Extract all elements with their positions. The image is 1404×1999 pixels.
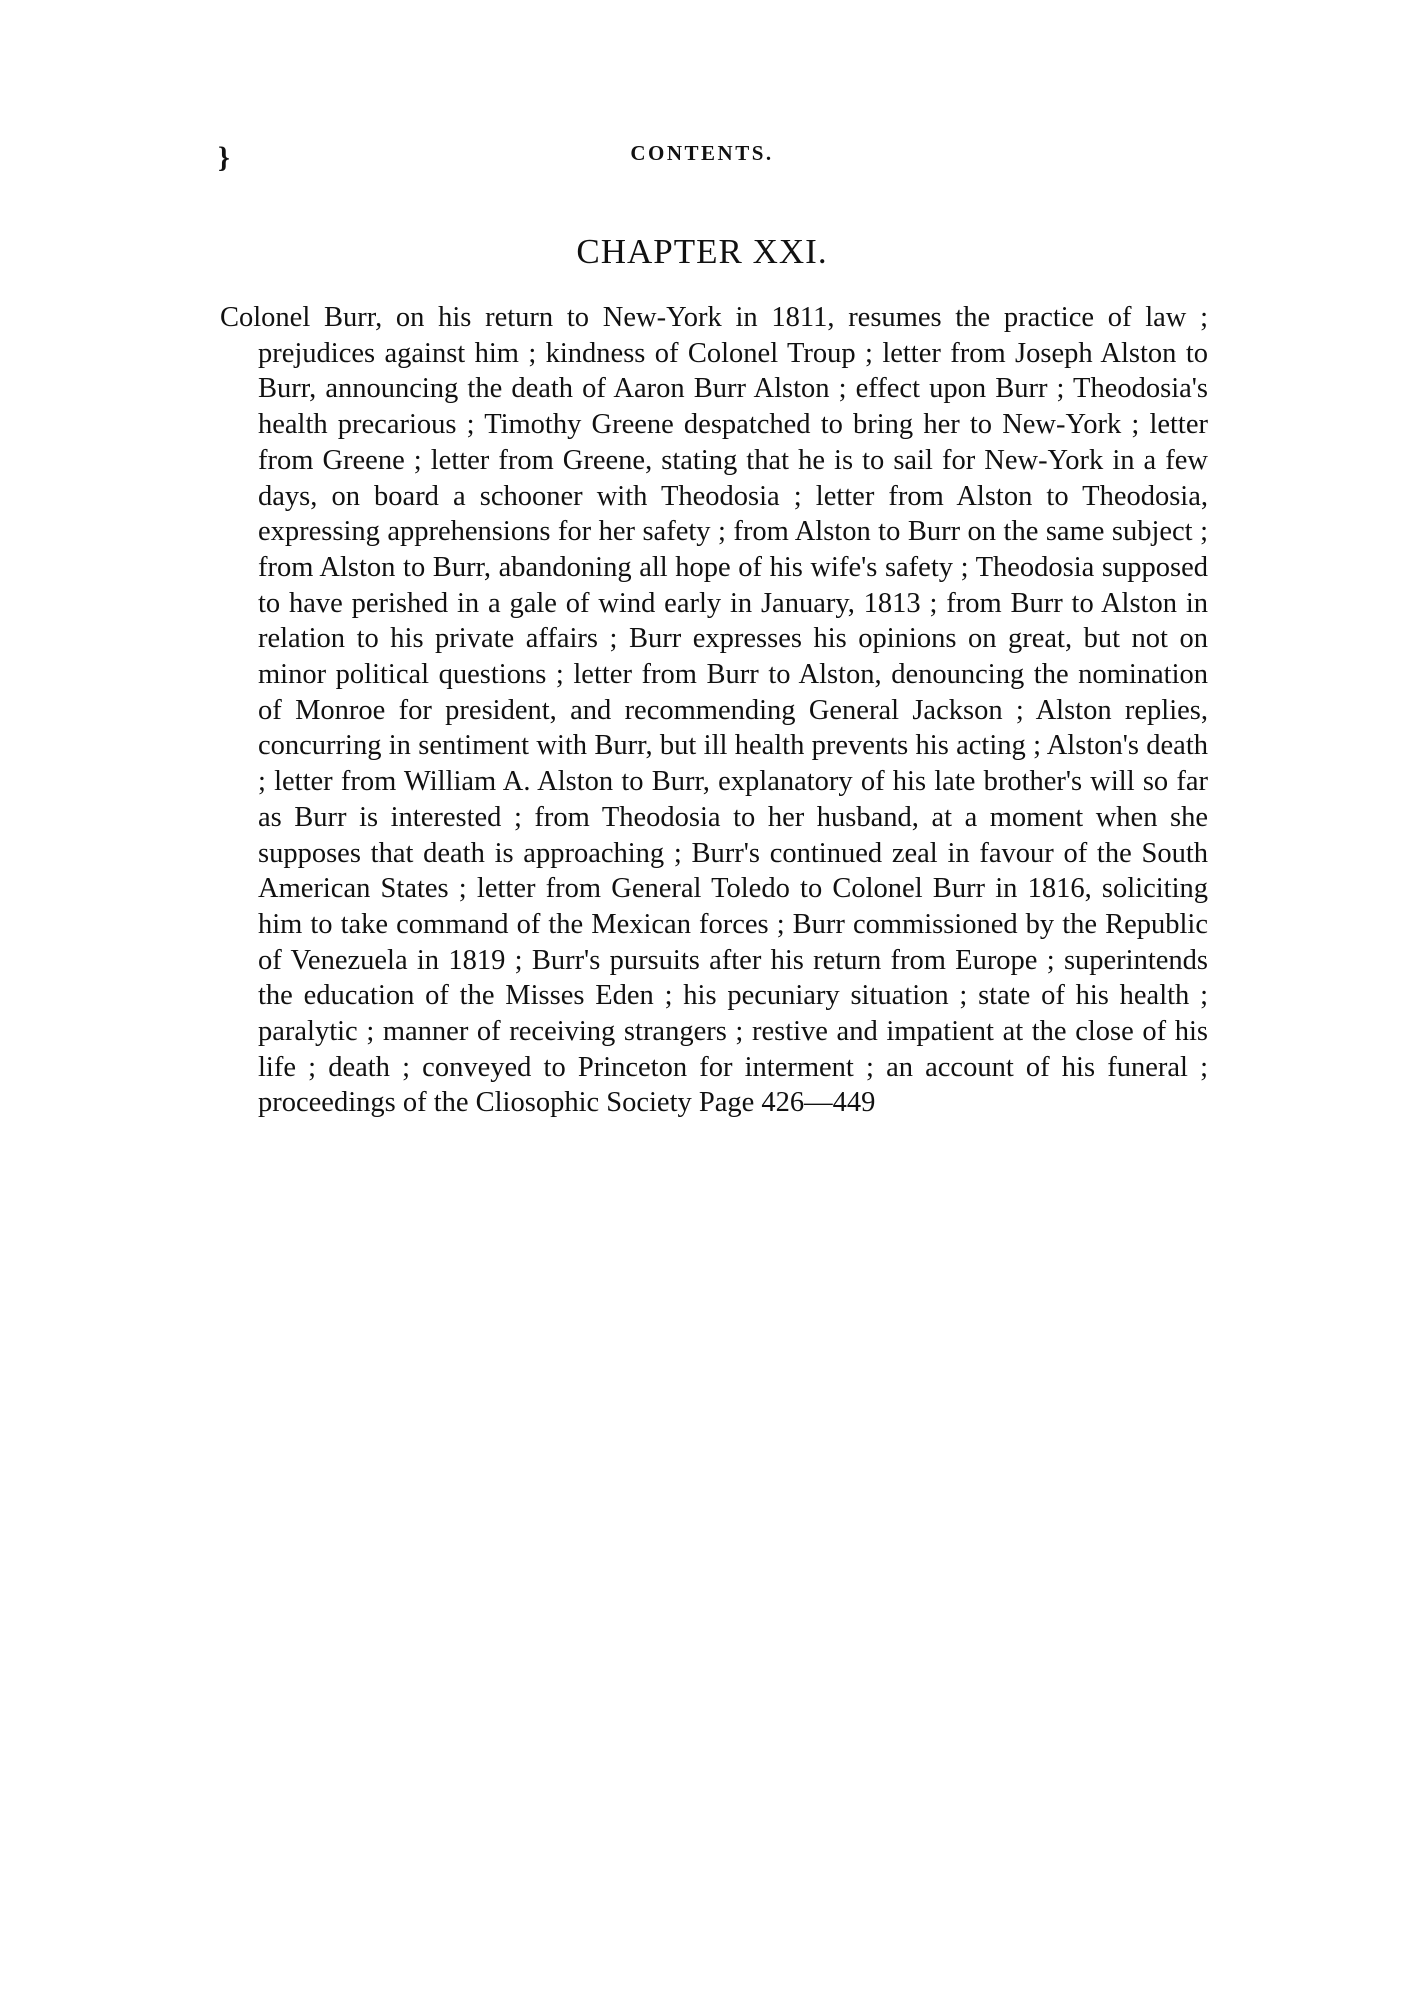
chapter-title: CHAPTER XXI. [576, 232, 828, 271]
chapter-synopsis: Colonel Burr, on his return to New-York in 1811, resumes the practice of law ; prejudices against him ; kindness of Colonel Troup ; letter from Joseph Alston to Burr, announcing the death of Aaron Burr Alston ; effect upon Burr ; Theodosia's health precarious ; Timothy Greene despatched to bring her to New-York ; letter from Greene ; letter from Greene, stating that he is to sail for New-York in a few days, on board a schooner with Theodosia ; letter from Alston to Theodosia, expressing apprehensions for her safety ; from Alston to Burr on the same subject ; from Alston to Burr, abandoning all hope of his wife's safety ; Theodosia supposed to have perished in a gale of wind early in January, 1813 ; from Burr to Alston in relation to his private affairs ; Burr expresses his opinions on great, but not on minor political questions ; letter from Burr to Alston, denouncing the nomination of Monroe for president, and recommending General Jackson ; Alston replies, concurring in sentiment with Burr, but ill health prevents his acting ; Alston's death ; letter from William A. Alston to Burr, explanatory of his late brother's will so far as Burr is interested ; from Theodosia to her husband, at a moment when she supposes that death is approaching ; Burr's continued zeal in favour of the South American States ; letter from General Toledo to Colonel Burr in 1816, soliciting him to take command of the Mexican forces ; Burr commissioned by the Republic of Venezuela in 1819 ; Burr's pursuits after his return from Europe ; superintends the education of the Misses Eden ; his pecuniary situation ; state of his health ; paralytic ; manner of receiving strangers ; restive and impatient at the close of his life ; death ; conveyed to Princeton for interment ; an account of his funeral ; proceedings of the Cliosophic Society Page 426—449 [220, 302, 1208, 1119]
folio-mark: } [218, 141, 230, 174]
running-head: CONTENTS. [630, 141, 774, 165]
